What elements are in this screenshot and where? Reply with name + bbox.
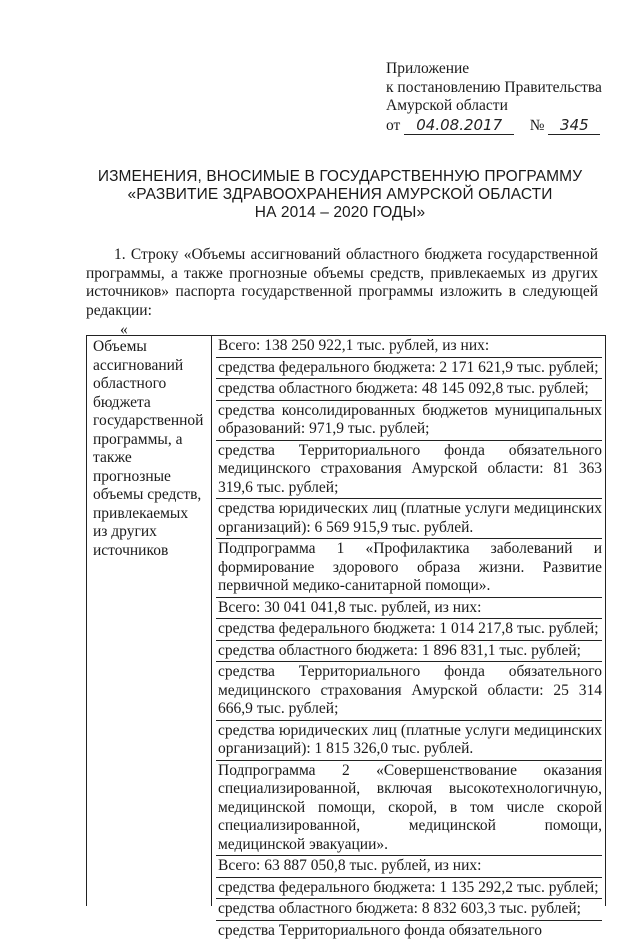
handwritten-number: 345 [548,116,600,136]
table-row: средства областного бюджета: 1 896 831,1 тыс. рублей; [216,641,602,663]
table-row: Всего: 138 250 922,1 тыс. рублей, из них: [216,336,602,358]
label-line: Объемы [93,338,211,357]
label-line: ассигнований [93,357,211,376]
table-row: Всего: 63 887 050,8 тыс. рублей, из них: [216,856,602,878]
label-line: привлекаемых [93,505,211,524]
handwritten-date: 04.08.2017 [404,116,514,136]
label-line: источников [93,542,211,561]
table-row: средства федерального бюджета: 1 014 217,8 тыс. рублей; [216,619,602,641]
label-line: прогнозные [93,468,211,487]
label-line: областного [93,375,211,394]
table-row: средства Территориального фонда обязательного медицинского страхования Амурской области: 81 363 319,6 тыс. рублей; [216,441,602,500]
label-line: из других [93,523,211,542]
label-line: программы, а [93,431,211,450]
date-prefix: от [386,117,400,134]
instruction-paragraph [86,246,598,320]
title-line: НА 2014 – 2020 ГОДЫ» [90,204,590,222]
table-content-cell [216,336,602,941]
document-title [90,168,590,222]
table-row: средства юридических лиц (платные услуги медицинских организаций): 6 569 915,9 тыс. рублей. [216,499,602,539]
table-label-cell [87,336,212,906]
table-row: средства юридических лиц (платные услуги медицинских организаций): 1 815 326,0 тыс. рублей. [216,721,602,761]
opening-quote: « [120,321,128,339]
table-row: средства консолидированных бюджетов муниципальных образований: 971,9 тыс. рублей; [216,401,602,441]
table-row: средства Территориального фонда обязательного [216,921,602,941]
table-label-text [87,336,211,560]
number-prefix: № [530,117,545,134]
label-line: бюджета [93,394,211,413]
table-row: Всего: 30 041 041,8 тыс. рублей, из них: [216,598,602,620]
table-row: Подпрограмма 1 «Профилактика заболеваний и формирование здорового образа жизни. Развитие первичной медико-санитарной помощи». [216,539,602,598]
label-line: объемы средств, [93,486,211,505]
table-row: средства федерального бюджета: 1 135 292,2 тыс. рублей; [216,878,602,900]
appendix-date-line [386,116,626,136]
table-row: средства федерального бюджета: 2 171 621,9 тыс. рублей; [216,358,602,380]
paragraph-text: 1. Строку «Объемы ассигнований областного бюджета государственной программы, а также прогнозные объемы средств, привлекаемых из других источников» паспорта государственной программы изложить в следующей редакции: [86,246,598,319]
table-row: средства областного бюджета: 48 145 092,8 тыс. рублей; [216,379,602,401]
table-row: средства Территориального фонда обязательного медицинского страхования Амурской области: 25 314 666,9 тыс. рублей; [216,662,602,721]
table-row: средства областного бюджета: 8 832 603,3 тыс. рублей; [216,899,602,921]
funding-table [86,335,606,906]
appendix-line: Приложение [386,60,626,79]
label-line: государственной [93,412,211,431]
appendix-header [386,60,626,135]
appendix-line: к постановлению Правительства [386,79,626,98]
appendix-line: Амурской области [386,97,626,116]
title-line: «РАЗВИТИЕ ЗДРАВООХРАНЕНИЯ АМУРСКОЙ ОБЛАСТИ [90,186,590,204]
label-line: также [93,449,211,468]
table-row: Подпрограмма 2 «Совершенствование оказания специализированной, включая высокотехнологичную, медицинской помощи, скорой, в том числе скорой специализированной, медицинской помощи, медицинской эвакуации». [216,761,602,857]
title-line: ИЗМЕНЕНИЯ, ВНОСИМЫЕ В ГОСУДАРСТВЕННУЮ ПРОГРАММУ [90,168,590,186]
